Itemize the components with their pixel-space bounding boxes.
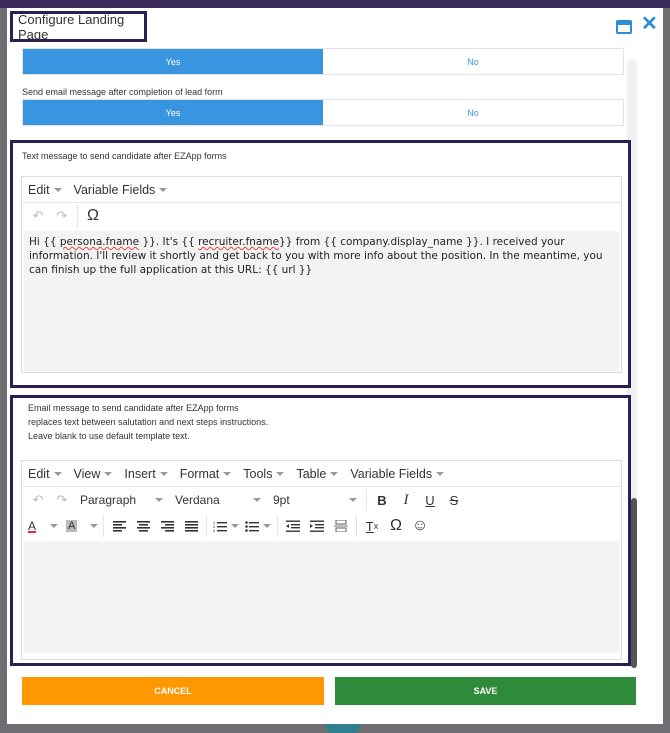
page-break-icon[interactable]	[329, 515, 353, 537]
chevron-down-icon	[54, 472, 62, 476]
content-text-segment: }}. It's {{	[139, 236, 199, 248]
chevron-down-icon	[253, 498, 261, 502]
svg-text:2: 2	[213, 524, 216, 529]
chevron-down-icon	[263, 524, 271, 528]
bold-icon[interactable]: B	[377, 492, 387, 508]
email-message-content[interactable]	[24, 541, 619, 549]
background-color-icon: A	[68, 520, 76, 532]
redo-icon[interactable]: ↷	[56, 208, 68, 223]
toolbar-divider	[356, 515, 357, 537]
toggle-yes-option[interactable]: Yes	[23, 49, 323, 74]
cancel-button[interactable]: CANCEL	[22, 677, 324, 705]
text-editor-toolbar	[22, 203, 621, 229]
email-message-editor	[21, 460, 622, 660]
outdent-icon[interactable]	[281, 515, 305, 537]
chevron-down-icon	[276, 472, 284, 476]
svg-text:1: 1	[213, 520, 216, 525]
undo-icon[interactable]: ↶	[32, 492, 44, 507]
email-label-line: replaces text between salutation and next steps instructions.	[28, 417, 269, 427]
italic-icon[interactable]: I	[403, 491, 409, 508]
align-justify-icon[interactable]	[179, 515, 203, 537]
modal-title: Configure Landing Page	[10, 11, 147, 42]
email-after-lead-no[interactable]: No	[323, 100, 623, 125]
email-label-line: Email message to send candidate after EZApp forms	[28, 403, 239, 413]
text-message-label: Text message to send candidate after EZApp forms	[22, 151, 227, 161]
special-character-icon[interactable]: Ω	[87, 207, 99, 224]
content-text-segment: persona.fname	[59, 236, 140, 248]
content-text-segment: Hi {{	[29, 236, 60, 248]
email-after-lead-toggle	[22, 99, 624, 126]
undo-icon[interactable]: ↶	[32, 208, 44, 223]
align-left-icon[interactable]	[107, 515, 131, 537]
bullet-list-icon[interactable]	[242, 515, 274, 537]
chevron-down-icon	[223, 472, 231, 476]
block-format-select[interactable]: Paragraph	[74, 489, 169, 511]
chevron-down-icon	[160, 472, 168, 476]
align-center-icon[interactable]	[131, 515, 155, 537]
menu-insert[interactable]: Insert	[124, 467, 167, 481]
email-message-label	[28, 401, 268, 443]
modal-header	[7, 8, 663, 48]
emoji-icon[interactable]: ☺	[411, 517, 429, 534]
configure-landing-page-modal	[7, 8, 663, 724]
email-after-lead-yes[interactable]: Yes	[23, 100, 323, 125]
menu-variable-fields[interactable]: Variable Fields	[350, 467, 444, 481]
special-character-icon[interactable]: Ω	[390, 517, 402, 534]
backdrop-element	[326, 724, 360, 733]
toolbar-divider	[277, 515, 278, 537]
toolbar-divider	[206, 515, 207, 537]
toggle-no-option[interactable]: No	[323, 49, 623, 74]
chevron-down-icon	[159, 188, 167, 192]
maximize-window-icon[interactable]	[616, 20, 632, 34]
chevron-down-icon	[54, 188, 62, 192]
text-message-editor	[21, 176, 622, 373]
menu-variable-fields[interactable]: Variable Fields	[74, 183, 168, 197]
menu-tools[interactable]: Tools	[243, 467, 284, 481]
email-label-line: Leave blank to use default template text.	[28, 431, 190, 441]
toolbar-divider	[103, 515, 104, 537]
numbered-list-icon[interactable]	[210, 515, 242, 537]
menu-table[interactable]: Table	[296, 467, 338, 481]
chevron-down-icon	[436, 472, 444, 476]
menu-view[interactable]: View	[74, 467, 113, 481]
content-text-segment: recruiter.fname	[198, 236, 280, 248]
chevron-down-icon	[231, 524, 239, 528]
underline-icon[interactable]: U	[425, 492, 435, 508]
text-message-section	[10, 140, 631, 388]
email-editor-menubar	[22, 461, 621, 487]
align-right-icon[interactable]	[155, 515, 179, 537]
chevron-down-icon	[50, 524, 58, 528]
chevron-down-icon	[104, 472, 112, 476]
toolbar-divider	[366, 489, 367, 511]
text-message-content[interactable]	[24, 231, 619, 281]
toolbar-divider	[77, 205, 78, 227]
clear-formatting-icon[interactable]: T x	[365, 518, 379, 534]
text-editor-menubar	[22, 177, 621, 203]
email-message-section	[10, 395, 631, 666]
email-message-content-area[interactable]	[24, 541, 619, 653]
chevron-down-icon	[90, 524, 98, 528]
backdrop-top-bar	[0, 0, 670, 8]
menu-edit[interactable]: Edit	[28, 467, 62, 481]
email-after-lead-label: Send email message after completion of lead form	[22, 87, 223, 97]
redo-icon[interactable]: ↷	[56, 492, 68, 507]
chevron-down-icon	[330, 472, 338, 476]
text-color-picker[interactable]	[26, 515, 60, 537]
content-text-segment: }} from {{ company.display_name }}. I received your information. I'll review it shortly and get back to you with more info about the position. In the meantime, you can finish up the full application at this URL: {{ url }}	[29, 236, 603, 276]
close-icon[interactable]: ✕	[641, 13, 658, 35]
scrollbar-thumb[interactable]	[631, 498, 637, 668]
top-yes-no-toggle	[22, 48, 624, 75]
email-editor-toolbar-row2	[22, 513, 621, 539]
chevron-down-icon	[155, 498, 163, 502]
strikethrough-icon[interactable]: S	[449, 492, 459, 508]
indent-icon[interactable]	[305, 515, 329, 537]
text-color-icon: A	[28, 519, 37, 533]
svg-text:3: 3	[213, 528, 216, 532]
font-family-select[interactable]: Verdana	[169, 489, 267, 511]
menu-format[interactable]: Format	[180, 467, 232, 481]
save-button[interactable]: SAVE	[335, 677, 636, 705]
chevron-down-icon	[349, 498, 357, 502]
background-color-picker[interactable]	[64, 515, 100, 537]
text-message-content-area[interactable]	[24, 231, 619, 371]
email-editor-toolbar-row1	[22, 487, 621, 513]
font-size-select[interactable]: 9pt	[267, 489, 363, 511]
menu-edit[interactable]: Edit	[28, 183, 62, 197]
